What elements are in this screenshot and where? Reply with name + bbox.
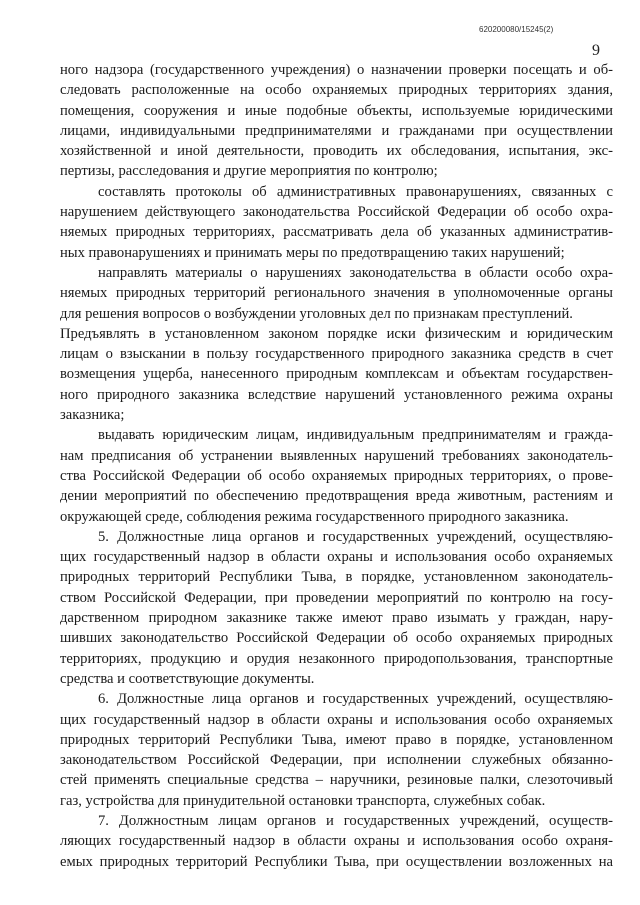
text-line: 5. Должностные лица органов и государственных учреждений, осуществляю- [98, 528, 613, 545]
paragraph [60, 182, 613, 263]
paragraph [60, 60, 613, 182]
text-line: ляющих государственный надзор в области охраны и использования особо охраня- [60, 833, 613, 850]
paragraph [60, 324, 613, 425]
text-line: ных правонарушениях и принимать меры по предотвращению таких нарушений; [60, 244, 565, 261]
text-line: окружающей среде, соблюдения режима государственного природного заказника. [60, 508, 569, 525]
text-line: хозяйственной и иной деятельности, проводить их обследования, испытания, экс- [60, 143, 613, 160]
text-line: возмещения ущерба, нанесенного природным комплексам и объектам государствен- [60, 366, 613, 383]
text-line: выдавать юридическим лицам, индивидуальным предпринимателям и гражда- [98, 427, 613, 444]
text-line: помещения, сооружения и иные подобные объекты, используемые юридическими [60, 102, 613, 119]
text-line: 7. Должностным лицам органов и государственных учреждений, осуществ- [98, 812, 613, 829]
paragraph [60, 527, 613, 689]
text-line: Предъявлять в установленном законом порядке иски физическим и юридическим [60, 325, 613, 342]
text-line: пертизы, расследования и другие мероприятия по контролю; [60, 163, 438, 180]
text-line: шивших законодательство Российской Федерации об особо охраняемых природных [60, 630, 613, 647]
text-line: стей применять специальные средства – наручники, резиновые палки, слезоточивый [60, 772, 613, 789]
paragraph [60, 811, 613, 872]
text-line: щих государственный надзор в области охраны и использования особо охраняемых [60, 711, 613, 728]
text-line: для решения вопросов о возбуждении уголовных дел по признакам преступлений. [60, 305, 573, 322]
text-line: направлять материалы о нарушениях законодательства в области особо охра- [98, 264, 613, 281]
text-line: ством Российской Федерации, при проведении мероприятий по контролю на госу- [60, 589, 613, 606]
text-line: природных территорий Республики Тыва, в порядке, установленном законодатель- [60, 569, 613, 586]
paragraph [60, 425, 613, 526]
text-line: законодательством Российской Федерации, при исполнении служебных обязанно- [60, 752, 613, 769]
text-line: природных территорий Республики Тыва, имеют право в порядке, установленном [60, 731, 613, 748]
text-line: следовать расположенные на особо охраняемых природных территориях здания, [60, 82, 613, 99]
text-line: нарушением действующего законодательства Российской Федерации об особо охра- [60, 204, 613, 221]
text-line: няемых природных территориях, рассматривать дела об указанных административ- [60, 224, 613, 241]
document-body [60, 60, 613, 872]
text-line: щих государственный надзор в области охраны и использования особо охраняемых [60, 549, 613, 566]
text-line: ного надзора (государственного учреждения) о назначении проверки посещать и об- [60, 62, 613, 78]
paragraph [60, 689, 613, 811]
text-line: емых природных территорий Республики Тыва, при осуществлении возложенных на [60, 853, 613, 870]
paragraph [60, 263, 613, 324]
page-number: 9 [592, 42, 600, 59]
text-line: территориях, продукцию и орудия незаконного природопользования, транспортные [60, 650, 613, 667]
text-line: няемых природных территорий регионального значения в уполномоченные органы [60, 285, 613, 302]
text-line: средства и соответствующие документы. [60, 670, 315, 687]
document-code: 620200080/15245(2) [479, 25, 554, 34]
text-line: ства Российской Федерации об особо охраняемых природных территориях, о прове- [60, 467, 613, 484]
text-line: заказника; [60, 407, 125, 424]
text-line: газ, устройства для принудительной остановки транспорта, служебных собак. [60, 792, 546, 809]
text-line: составлять протоколы об административных правонарушениях, связанных с [98, 183, 613, 200]
text-line: дении мероприятий по обеспечению предотвращения вреда животным, растениям и [60, 488, 613, 505]
text-line: 6. Должностные лица органов и государственных учреждений, осуществляю- [98, 691, 613, 708]
text-line: ного природного заказника вследствие нарушений установленного режима охраны [60, 386, 613, 403]
text-line: лицами, индивидуальными предпринимателями и гражданами при осуществлении [60, 122, 613, 139]
text-line: дарственном природном заказнике также имеют право изымать у граждан, нару- [60, 610, 613, 627]
text-line: нам предписания об устранении выявленных нарушений требованиях законодатель- [60, 447, 613, 464]
text-line: лицам о взыскании в пользу государственного природного заказника средств в счет [60, 346, 613, 363]
